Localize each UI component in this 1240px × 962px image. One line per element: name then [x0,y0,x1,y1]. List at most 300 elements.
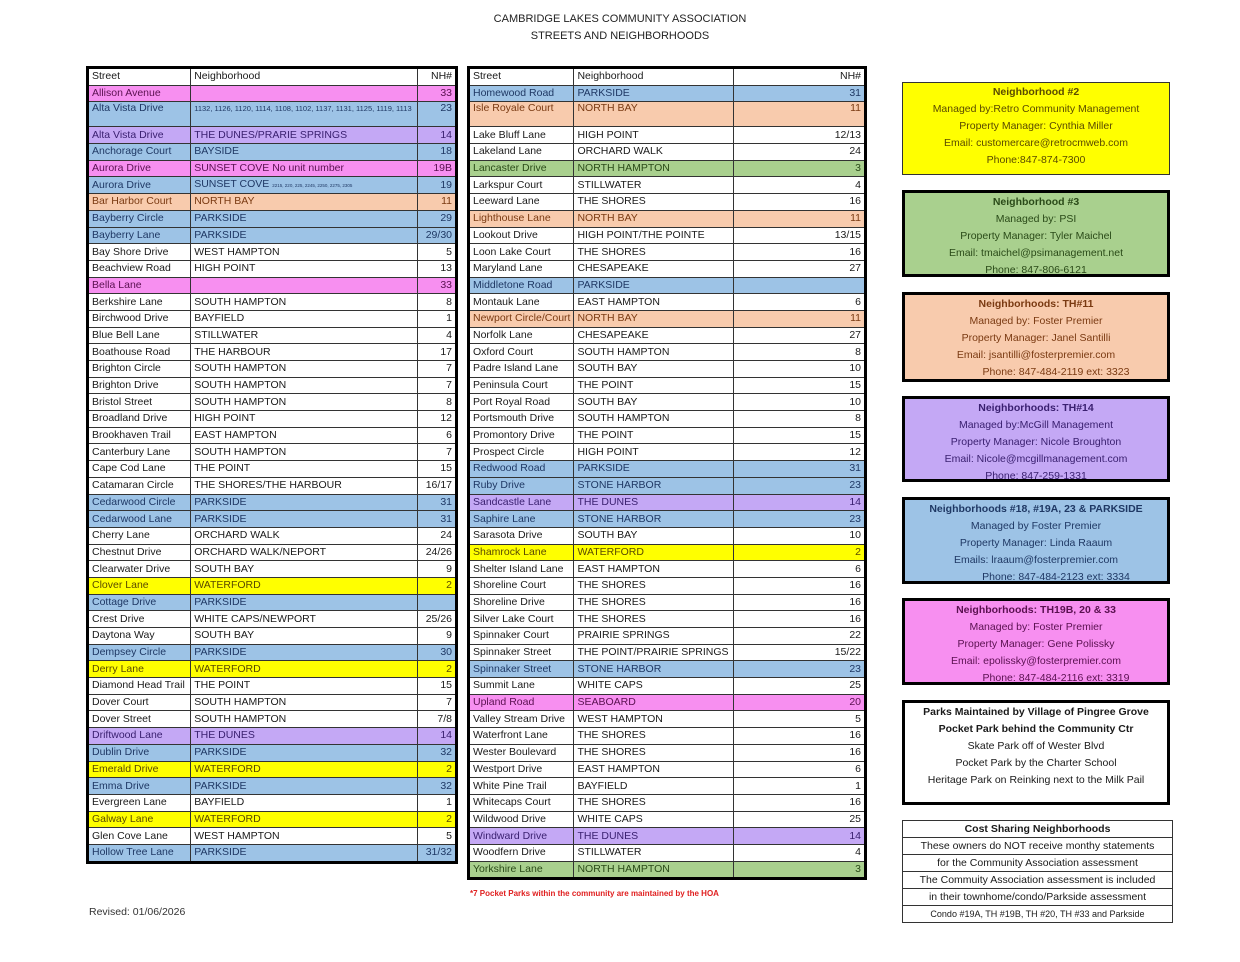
manager-box-managed-by: Managed by: PSI [995,213,1077,225]
neighborhood-cell: 1132, 1126, 1120, 1114, 1108, 1102, 1137, 1131, 1125, 1119, 1113 [191,102,418,127]
nh-number-cell: 20 [734,694,866,711]
nh-number-cell: 1 [418,794,457,811]
neighborhood-cell: THE SHORES [574,794,734,811]
neighborhood-cell: PARKSIDE [191,644,418,661]
street-cell: Shoreline Court [469,577,574,594]
nh-number-cell: 6 [734,561,866,578]
table-row [88,527,457,544]
nh-number-cell: 11 [734,102,866,127]
neighborhood-cell: THE DUNES [191,728,418,745]
table-header-row [88,68,457,86]
street-cell: Maryland Lane [469,260,574,277]
neighborhood-cell: STONE HARBOR [574,477,734,494]
nh-number-cell: 5 [418,244,457,261]
table-row [469,294,866,311]
manager-box-b18 [902,497,1170,584]
table-row [88,394,457,411]
street-cell: Cedarwood Circle [88,494,191,511]
street-cell: Beachview Road [88,260,191,277]
cost-sharing-heading: Cost Sharing Neighborhoods [903,821,1173,838]
neighborhood-cell: EAST HAMPTON [574,294,734,311]
table-row [88,127,457,144]
nh-number-cell: 1 [734,778,866,795]
nh-number-cell: 15 [734,427,866,444]
nh-number-cell: 19 [418,177,457,194]
neighborhood-cell: ORCHARD WALK/NEPORT [191,544,418,561]
street-cell: Silver Lake Court [469,611,574,628]
manager-box-email[interactable]: Email: Nicole@mcgillmanagement.com [944,453,1128,465]
nh-number-cell: 16/17 [418,477,457,494]
table-row [469,194,866,211]
nh-number-cell: 12/13 [734,127,866,144]
street-cell: Montauk Lane [469,294,574,311]
nh-number-cell: 10 [734,361,866,378]
park-item: Pocket Park by the Charter School [955,757,1117,769]
manager-box-phone[interactable]: Phone: 847-484-2119 ext: 3323 [982,366,1130,378]
manager-box-manager: Property Manager: Tyler Maichel [960,230,1112,242]
neighborhood-cell [191,177,418,194]
nh-number-cell: 4 [734,177,866,194]
table-row [469,102,866,127]
manager-box-b11 [902,292,1170,382]
street-cell: Bayberry Lane [88,227,191,244]
table-row [88,761,457,778]
nh-number-cell: 12 [418,411,457,428]
street-cell: Birchwood Drive [88,310,191,327]
neighborhood-cell: SOUTH HAMPTON [574,411,734,428]
street-cell: Newport Circle/Court [469,310,574,327]
manager-box-phone[interactable]: Phone: 847-484-2116 ext: 3319 [982,672,1130,684]
nh-number-cell: 24 [734,144,866,161]
neighborhood-cell: PARKSIDE [191,844,418,862]
nh-number-cell: 23 [734,511,866,528]
street-cell: Woodfern Drive [469,844,574,861]
street-cell: Redwood Road [469,461,574,478]
table-row [88,661,457,678]
table-row [469,461,866,478]
header-street: Street [469,68,574,86]
street-cell: Dover Street [88,711,191,728]
street-cell: Blue Bell Lane [88,327,191,344]
manager-box-managed-by: Managed by Foster Premier [970,520,1102,532]
street-cell: Prospect Circle [469,444,574,461]
nh-number-cell: 3 [734,861,866,879]
neighborhood-cell [191,277,418,294]
nh-number-cell: 16 [734,728,866,745]
street-cell: Alta Vista Drive [88,102,191,127]
table-row [469,511,866,528]
neighborhood-name: SUNSET COVE [194,178,270,191]
neighborhood-cell: WATERFORD [574,544,734,561]
manager-box-phone[interactable]: Phone: 847-259-1331 [985,470,1087,482]
street-cell: Derry Lane [88,661,191,678]
neighborhood-cell: PRAIRIE SPRINGS [574,628,734,645]
neighborhood-cell: THE POINT [574,427,734,444]
table-row [469,778,866,795]
nh-number-cell: 14 [734,828,866,845]
neighborhood-cell: SOUTH HAMPTON [191,444,418,461]
parks-heading: Parks Maintained by Village of Pingree Grove [923,706,1149,718]
street-cell: Dublin Drive [88,744,191,761]
park-item: Heritage Park on Reinking next to the Milk Pail [927,774,1145,786]
neighborhood-cell: SEABOARD [574,694,734,711]
street-cell: Peninsula Court [469,377,574,394]
manager-box-manager: Property Manager: Linda Raaum [959,537,1113,549]
nh-number-cell: 11 [734,310,866,327]
manager-box-managed-by: Managed by:Retro Community Management [932,103,1140,115]
table-row [88,444,457,461]
street-cell: Lakeland Lane [469,144,574,161]
table-row [88,744,457,761]
street-cell: Brookhaven Trail [88,427,191,444]
nh-number-cell: 7 [418,444,457,461]
street-cell: Spinnaker Street [469,661,574,678]
cost-sharing-line: These owners do NOT receive monthy statements [903,838,1173,855]
nh-number-cell: 15 [418,461,457,478]
neighborhood-cell: THE SHORES/THE HARBOUR [191,477,418,494]
manager-box-heading: Neighborhood #3 [992,196,1080,208]
nh-number-cell: 16 [734,794,866,811]
table-row [88,144,457,161]
manager-box-heading: Neighborhood #2 [992,86,1080,98]
street-cell: Valley Stream Drive [469,711,574,728]
manager-box-email[interactable]: Email: jsantilli@fosterpremier.com [956,349,1116,361]
nh-number-cell: 17 [418,344,457,361]
table-row [469,828,866,845]
street-cell: Cherry Lane [88,527,191,544]
neighborhood-cell: BAYFIELD [574,778,734,795]
neighborhood-cell: STILLWATER [574,177,734,194]
table-row [88,310,457,327]
nh-number-cell: 25 [734,678,866,695]
table-row [88,277,457,294]
neighborhood-cell: WHITE CAPS [574,678,734,695]
nh-number-cell: 31 [734,85,866,102]
table-row [469,644,866,661]
street-cell: Wester Boulevard [469,744,574,761]
pocket-parks-note: *7 Pocket Parks within the community are maintained by the HOA [470,889,719,898]
street-cell: Allison Avenue [88,85,191,102]
manager-box-managed-by: Managed by:McGill Management [958,419,1114,431]
manager-box-heading: Neighborhoods #18, #19A, 23 & PARKSIDE [929,503,1143,515]
neighborhood-cell: SOUTH BAY [191,561,418,578]
nh-number-cell: 24/26 [418,544,457,561]
nh-number-cell: 14 [734,494,866,511]
table-row [469,611,866,628]
manager-box-phone[interactable]: Phone: 847-484-2123 ext: 3334 [982,571,1130,583]
table-row [469,160,866,177]
neighborhood-cell: PARKSIDE [191,778,418,795]
nh-number-cell: 7/8 [418,711,457,728]
table-row [469,427,866,444]
manager-box-email[interactable]: Emails: lraaum@fosterpremier.com [953,554,1119,566]
street-cell: Brighton Circle [88,361,191,378]
street-cell: Homewood Road [469,85,574,102]
manager-box-managed-by: Managed by: Foster Premier [969,621,1103,633]
nh-number-cell: 2 [418,761,457,778]
street-cell: Boathouse Road [88,344,191,361]
neighborhood-cell: PARKSIDE [191,494,418,511]
nh-number-cell: 22 [734,628,866,645]
street-cell: Daytona Way [88,628,191,645]
table-row [88,794,457,811]
table-row [88,477,457,494]
street-cell: Catamaran Circle [88,477,191,494]
nh-number-cell: 16 [734,594,866,611]
nh-number-cell [734,277,866,294]
neighborhood-cell: SOUTH HAMPTON [191,377,418,394]
nh-number-cell: 2 [418,661,457,678]
street-cell: Waterfront Lane [469,728,574,745]
neighborhood-cell: ORCHARD WALK [574,144,734,161]
neighborhood-cell: SOUTH BAY [191,628,418,645]
nh-number-cell: 23 [734,477,866,494]
header-street: Street [88,68,191,86]
neighborhood-cell: SOUTH HAMPTON [191,711,418,728]
street-cell: Aurora Drive [88,160,191,177]
nh-number-cell: 8 [418,394,457,411]
street-cell: Galway Lane [88,811,191,828]
neighborhood-cell: NORTH BAY [574,102,734,127]
nh-number-cell: 3 [734,160,866,177]
neighborhood-cell: HIGH POINT [574,127,734,144]
nh-number-cell: 24 [418,527,457,544]
table-row [88,377,457,394]
neighborhood-cell: EAST HAMPTON [574,561,734,578]
table-row [88,828,457,845]
street-cell: Alta Vista Drive [88,127,191,144]
table-row [469,861,866,879]
table-row [469,210,866,227]
nh-number-cell: 32 [418,744,457,761]
manager-box-email[interactable]: Email: tmaichel@psimanagement.net [948,247,1124,259]
nh-number-cell: 4 [418,327,457,344]
table-row [88,844,457,862]
manager-box-b3 [902,190,1170,277]
street-cell: Cape Cod Lane [88,461,191,478]
street-cell: Bayberry Circle [88,210,191,227]
nh-number-cell: 19B [418,160,457,177]
table-row [88,411,457,428]
street-cell: Broadland Drive [88,411,191,428]
table-row [88,678,457,695]
nh-number-cell: 16 [734,194,866,211]
nh-number-cell: 12 [734,444,866,461]
nh-number-cell: 15/22 [734,644,866,661]
street-cell: Wildwood Drive [469,811,574,828]
table-row [88,511,457,528]
table-row [88,294,457,311]
neighborhood-cell: WHITE CAPS [574,811,734,828]
neighborhood-cell: HIGH POINT [574,444,734,461]
neighborhood-cell: ORCHARD WALK [191,527,418,544]
nh-number-cell: 7 [418,694,457,711]
title-line-1: CAMBRIDGE LAKES COMMUNITY ASSOCIATION [493,13,747,25]
neighborhood-cell: THE POINT/PRAIRIE SPRINGS [574,644,734,661]
table-row [469,260,866,277]
neighborhood-cell: NORTH BAY [574,310,734,327]
table-row [88,244,457,261]
neighborhood-cell: BAYFIELD [191,310,418,327]
nh-number-cell: 31 [418,494,457,511]
street-cell: Saphire Lane [469,511,574,528]
manager-box-b33 [902,598,1170,685]
neighborhood-cell: CHESAPEAKE [574,260,734,277]
neighborhood-cell: SOUTH HAMPTON [191,361,418,378]
street-cell: Portsmouth Drive [469,411,574,428]
table-row [469,494,866,511]
neighborhood-cell: THE SHORES [574,577,734,594]
neighborhood-cell: PARKSIDE [191,594,418,611]
table-row [88,85,457,102]
nh-number-cell: 6 [734,761,866,778]
street-cell: Brighton Drive [88,377,191,394]
table-row [88,160,457,177]
neighborhood-cell: HIGH POINT/THE POINTE [574,227,734,244]
nh-number-cell: 31/32 [418,844,457,862]
neighborhood-cell: SOUTH HAMPTON [191,694,418,711]
table-row [88,544,457,561]
table-row [88,227,457,244]
table-row [469,85,866,102]
street-cell: Diamond Head Trail [88,678,191,695]
table-row [469,127,866,144]
street-cell: Driftwood Lane [88,728,191,745]
nh-number-cell: 33 [418,277,457,294]
nh-number-cell: 5 [418,828,457,845]
table-row [88,210,457,227]
nh-number-cell: 32 [418,778,457,795]
cost-sharing-line: The Commuity Association assessment is included [903,872,1173,889]
street-cell: Chestnut Drive [88,544,191,561]
neighborhood-cell: PARKSIDE [191,744,418,761]
table-row [88,260,457,277]
manager-box-heading: Neighborhoods: TH#11 [978,298,1094,310]
street-cell: Bay Shore Drive [88,244,191,261]
manager-box-manager: Property Manager: Nicole Broughton [950,436,1122,448]
neighborhood-cell: BAYSIDE [191,144,418,161]
cost-sharing-table [902,820,1173,923]
table-row [469,377,866,394]
street-cell: Summit Lane [469,678,574,695]
header-neighborhood: Neighborhood [574,68,734,86]
manager-box-manager: Property Manager: Janel Santilli [961,332,1111,344]
document-title [0,11,1240,45]
nh-number-cell: 11 [418,194,457,211]
nh-number-cell: 15 [734,377,866,394]
nh-number-cell: 31 [734,461,866,478]
nh-number-cell: 23 [734,661,866,678]
street-cell: Dempsey Circle [88,644,191,661]
nh-number-cell: 31 [418,511,457,528]
street-cell: Shoreline Drive [469,594,574,611]
street-cell: Leeward Lane [469,194,574,211]
nh-number-cell: 30 [418,644,457,661]
neighborhood-cell: THE HARBOUR [191,344,418,361]
neighborhood-cell: CHESAPEAKE [574,327,734,344]
nh-number-cell: 14 [418,728,457,745]
neighborhood-cell: THE POINT [191,461,418,478]
street-cell: Port Royal Road [469,394,574,411]
street-cell: Sarasota Drive [469,527,574,544]
neighborhood-cell: WHITE CAPS/NEWPORT [191,611,418,628]
neighborhood-cell: NORTH HAMPTON [574,160,734,177]
nh-number-cell: 10 [734,394,866,411]
neighborhood-cell [191,85,418,102]
street-cell: Bristol Street [88,394,191,411]
neighborhood-cell: THE SHORES [574,244,734,261]
table-row [469,678,866,695]
nh-number-cell: 8 [734,411,866,428]
street-cell: Cottage Drive [88,594,191,611]
table-row [469,544,866,561]
manager-box-email[interactable]: Email: epolissky@fosterpremier.com [951,655,1121,667]
table-row [88,778,457,795]
neighborhood-cell: STONE HARBOR [574,511,734,528]
neighborhood-cell: NORTH HAMPTON [574,861,734,879]
nh-number-cell: 15 [418,678,457,695]
manager-box-email[interactable]: Email: customercare@retrocmweb.com [944,137,1128,149]
table-row [469,844,866,861]
table-row [88,644,457,661]
nh-number-cell: 13 [418,260,457,277]
table-row [88,102,457,127]
table-row [88,344,457,361]
table-row [469,327,866,344]
neighborhood-cell: WEST HAMPTON [574,711,734,728]
nh-number-cell: 27 [734,327,866,344]
nh-number-cell: 11 [734,210,866,227]
street-cell: Isle Royale Court [469,102,574,127]
nh-number-cell: 14 [418,127,457,144]
nh-number-cell: 7 [418,377,457,394]
table-row [469,361,866,378]
manager-box-phone[interactable]: Phone:847-874-7300 [986,154,1086,166]
table-row [469,527,866,544]
street-cell: Loon Lake Court [469,244,574,261]
neighborhood-cell: WATERFORD [191,811,418,828]
table-row [469,310,866,327]
manager-box-heading: Neighborhoods: TH19B, 20 & 33 [956,604,1116,616]
street-cell: Aurora Drive [88,177,191,194]
table-row [469,628,866,645]
street-cell: Ruby Drive [469,477,574,494]
street-cell: Bella Lane [88,277,191,294]
table-row [469,144,866,161]
manager-box-phone[interactable]: Phone: 847-806-6121 [985,264,1087,276]
table-row [469,744,866,761]
table-row [88,611,457,628]
table-header-row [469,68,866,86]
table-row [88,494,457,511]
nh-number-cell: 2 [418,577,457,594]
nh-number-cell: 4 [734,844,866,861]
cost-sharing-line: in their townhome/condo/Parkside assessment [903,889,1173,906]
neighborhood-cell: NORTH BAY [191,194,418,211]
nh-number-cell: 29 [418,210,457,227]
streets-table-left [86,66,458,864]
nh-number-cell: 9 [418,561,457,578]
nh-number-cell: 27 [734,260,866,277]
nh-number-cell: 16 [734,744,866,761]
table-row [469,594,866,611]
manager-box-heading: Neighborhoods: TH#14 [978,402,1094,414]
neighborhood-cell: HIGH POINT [191,260,418,277]
nh-number-cell: 9 [418,628,457,645]
neighborhood-cell: PARKSIDE [574,277,734,294]
table-row [469,661,866,678]
neighborhood-cell: PARKSIDE [191,227,418,244]
